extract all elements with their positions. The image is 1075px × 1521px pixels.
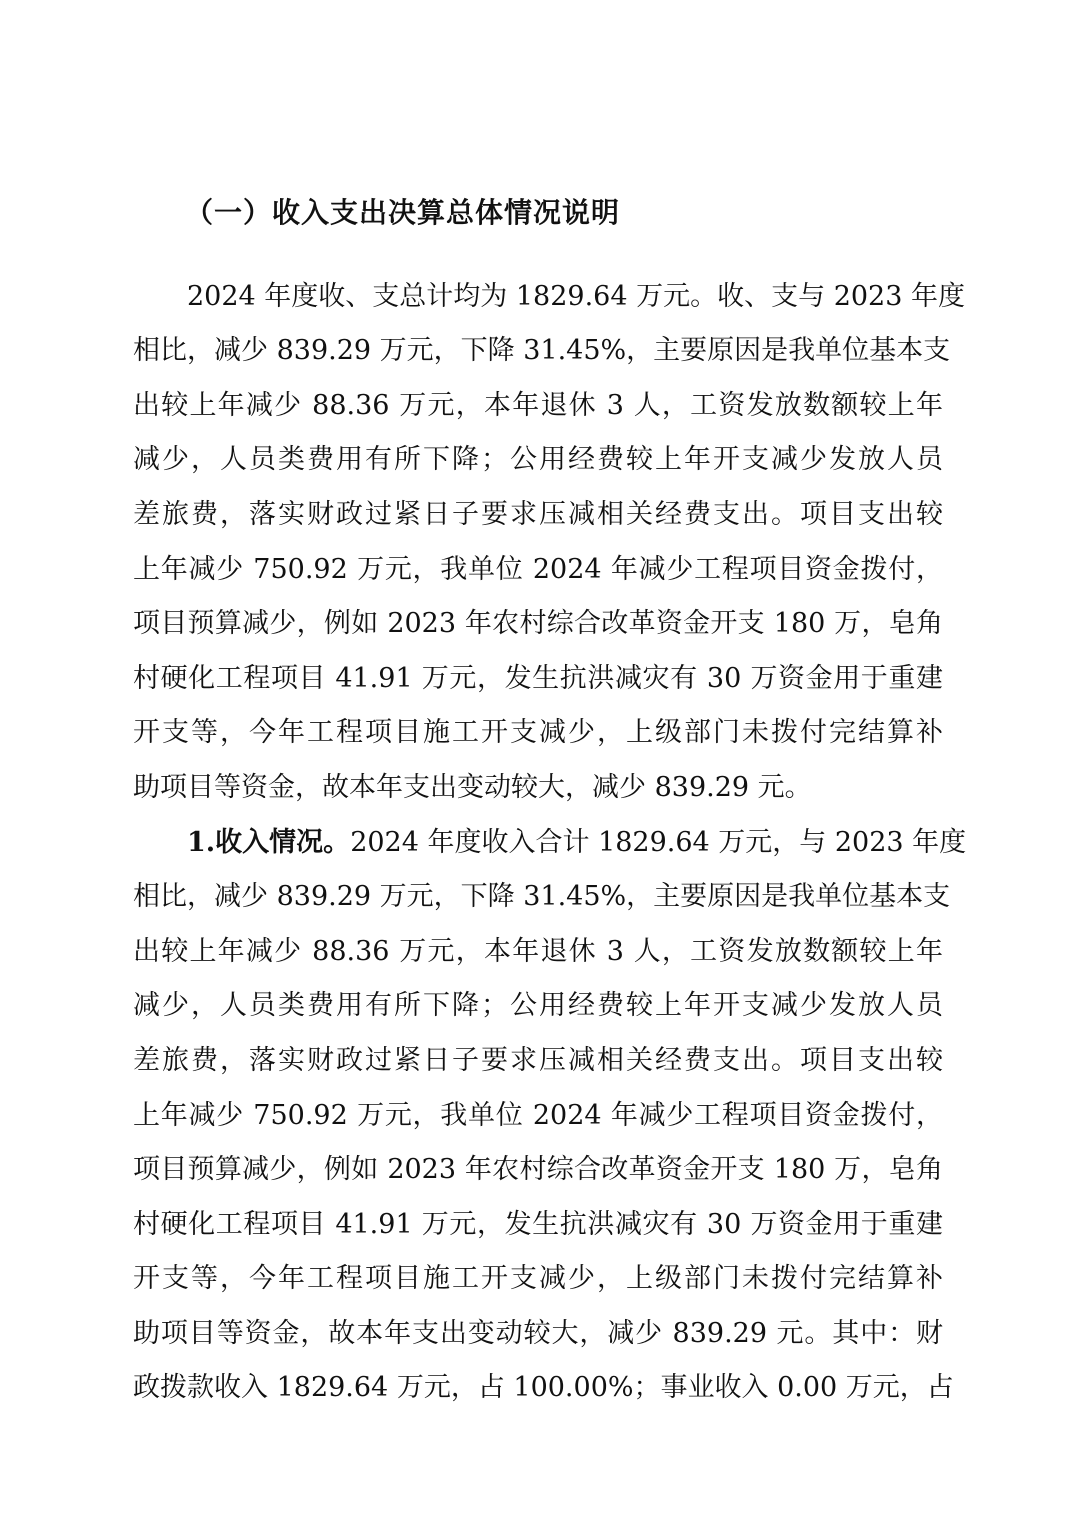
paragraph-line: 村硬化工程项目 41.91 万元，发生抗洪减灾有 30 万资金用于重建 bbox=[133, 1208, 943, 1240]
paragraph-line: 助项目等资金，故本年支出变动较大，减少 839.29 元。其中：财 bbox=[133, 1317, 943, 1349]
paragraph-text: 2024 年度收入合计 1829.64 万元，与 2023 年度 bbox=[350, 826, 967, 858]
body-text bbox=[133, 215, 967, 1416]
paragraph-line: 上年减少 750.92 万元，我单位 2024 年减少工程项目资金拨付， bbox=[133, 553, 943, 585]
paragraph-line: 减少，人员类费用有所下降；公用经费较上年开支减少发放人员 bbox=[133, 444, 943, 476]
paragraph-line: 差旅费，落实财政过紧日子要求压减相关经费支出。项目支出较 bbox=[133, 498, 943, 530]
paragraph-line: 村硬化工程项目 41.91 万元，发生抗洪减灾有 30 万资金用于重建 bbox=[133, 662, 943, 694]
paragraph-line: 差旅费，落实财政过紧日子要求压减相关经费支出。项目支出较 bbox=[133, 1044, 943, 1076]
paragraph-line: 助项目等资金，故本年支出变动较大，减少 839.29 元。 bbox=[133, 771, 812, 803]
paragraph-2 bbox=[133, 816, 967, 1417]
paragraph-line: 开支等，今年工程项目施工开支减少，上级部门未拨付完结算补 bbox=[133, 1263, 943, 1295]
paragraph-1 bbox=[133, 270, 965, 816]
paragraph-first-line bbox=[133, 816, 967, 871]
income-run-in-heading: 1.收入情况。 bbox=[187, 826, 351, 858]
paragraph-line: 出较上年减少 88.36 万元，本年退休 3 人，工资发放数额较上年 bbox=[133, 389, 943, 421]
section-heading: （一）收入支出决算总体情况说明 bbox=[185, 196, 621, 229]
paragraph-line: 政拨款收入 1829.64 万元，占 100.00%；事业收入 0.00 万元，占 bbox=[133, 1372, 954, 1404]
paragraph-line: 项目预算减少，例如 2023 年农村综合改革资金开支 180 万，皂角 bbox=[133, 1154, 943, 1186]
paragraph-line: 上年减少 750.92 万元，我单位 2024 年减少工程项目资金拨付， bbox=[133, 1099, 943, 1131]
paragraph-line: 2024 年度收、支总计均为 1829.64 万元。收、支与 2023 年度 bbox=[187, 280, 965, 312]
paragraph-line: 减少，人员类费用有所下降；公用经费较上年开支减少发放人员 bbox=[133, 990, 943, 1022]
paragraph-line: 项目预算减少，例如 2023 年农村综合改革资金开支 180 万，皂角 bbox=[133, 608, 943, 640]
paragraph-line: 开支等，今年工程项目施工开支减少，上级部门未拨付完结算补 bbox=[133, 717, 943, 749]
paragraph-line: 相比，减少 839.29 万元，下降 31.45%，主要原因是我单位基本支 bbox=[133, 335, 951, 367]
paragraph-line: 相比，减少 839.29 万元，下降 31.45%，主要原因是我单位基本支 bbox=[133, 881, 951, 913]
paragraph-line: 出较上年减少 88.36 万元，本年退休 3 人，工资发放数额较上年 bbox=[133, 935, 943, 967]
